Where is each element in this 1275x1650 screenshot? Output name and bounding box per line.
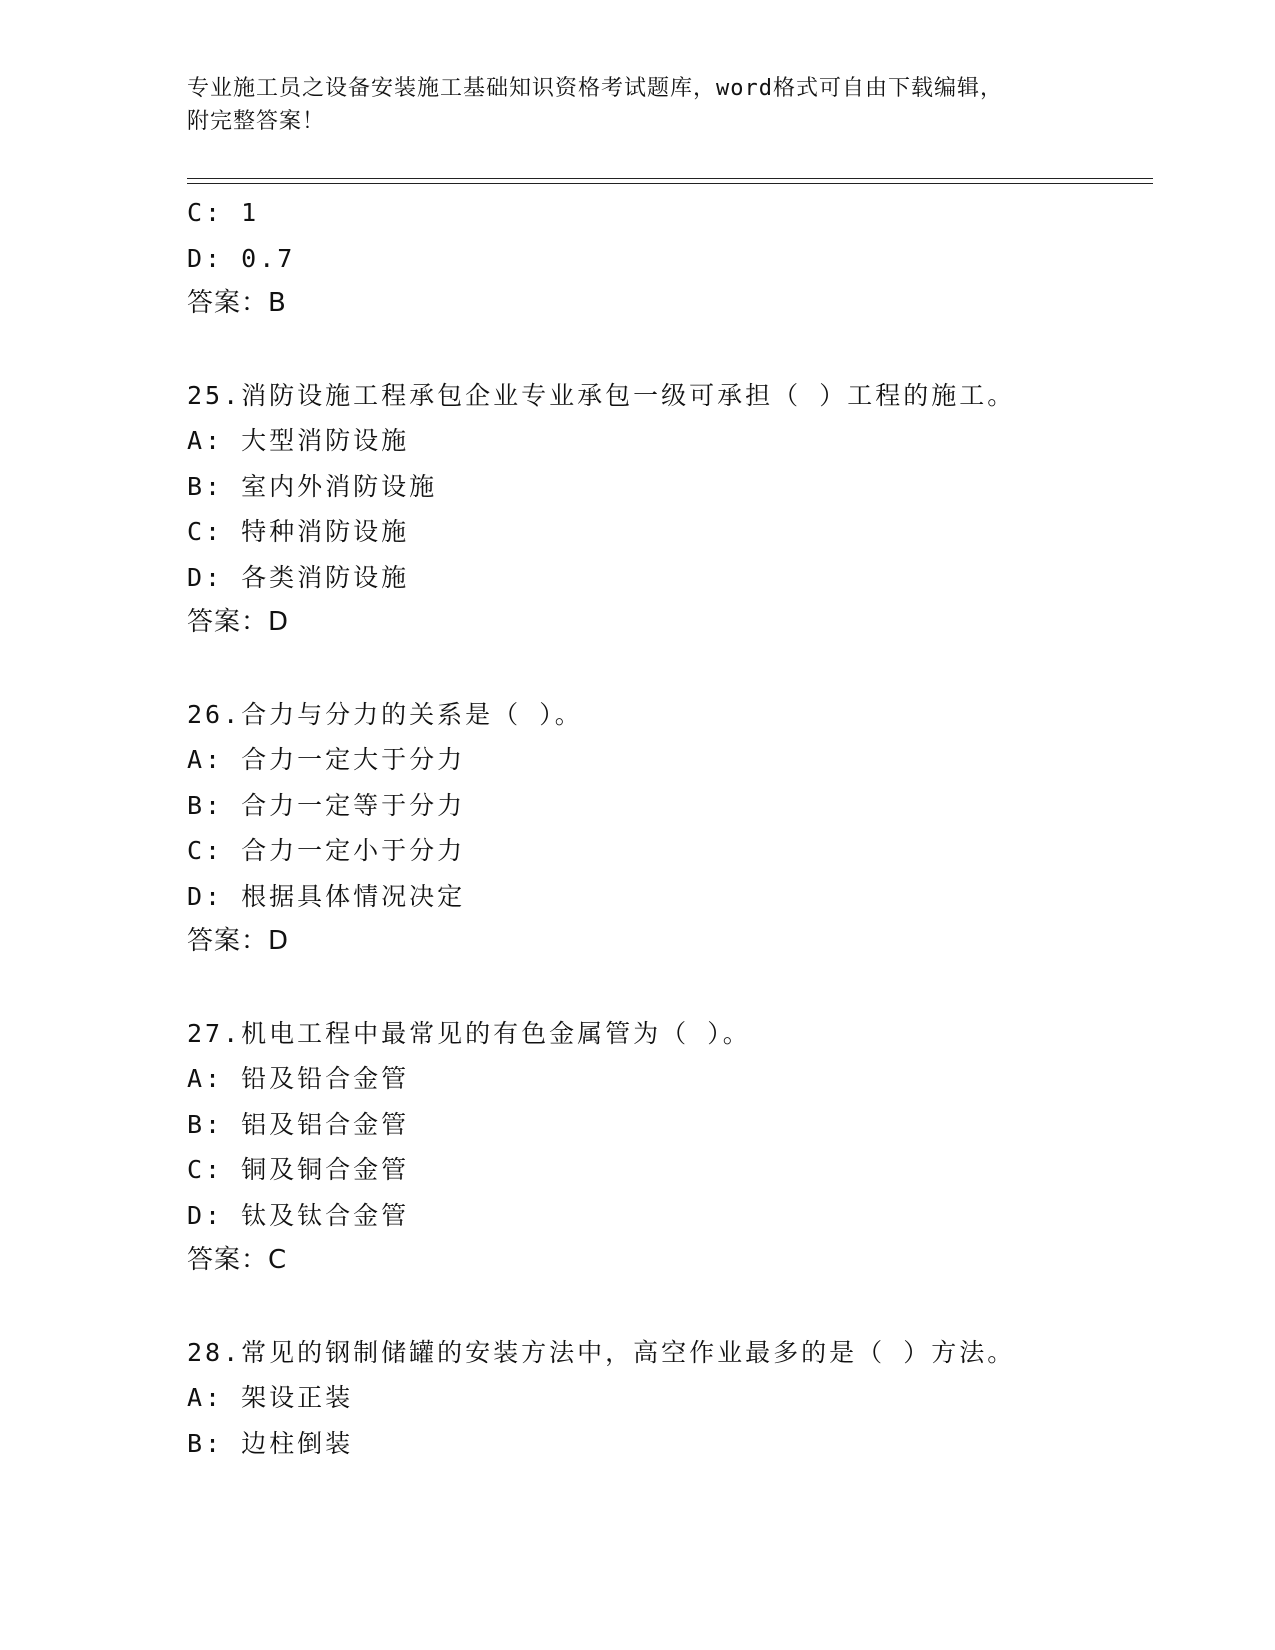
option-a: A: 铅及铅合金管	[187, 1064, 410, 1093]
spacer	[187, 965, 1137, 1011]
option-b: B: 室内外消防设施	[187, 471, 438, 501]
header-line-1: 专业施工员之设备安装施工基础知识资格考试题库，word格式可自由下载编辑，	[187, 76, 1003, 101]
document-header	[187, 72, 1087, 138]
question-27	[187, 1011, 1137, 1284]
option-d: D: 0.7	[187, 243, 296, 273]
option-c: C: 合力一定小于分力	[187, 836, 466, 865]
question-25	[187, 373, 1137, 646]
answer-line: 答案：D	[187, 607, 290, 637]
option-a: A: 合力一定大于分力	[187, 745, 466, 774]
option-d: D: 根据具体情况决定	[187, 881, 466, 911]
answer-line: 答案：C	[187, 1245, 288, 1275]
option-d: D: 各类消防设施	[187, 562, 410, 592]
option-a: A: 架设正装	[187, 1383, 354, 1412]
option-c: C: 1	[187, 198, 260, 227]
question-28	[187, 1330, 1137, 1467]
answer-line: 答案：B	[187, 288, 287, 318]
spacer	[187, 646, 1137, 692]
header-rule-bottom	[187, 183, 1153, 184]
option-d: D: 钛及钛合金管	[187, 1200, 410, 1230]
option-b: B: 合力一定等于分力	[187, 790, 466, 820]
header-rule-top	[187, 178, 1153, 179]
answer-line: 答案：D	[187, 926, 290, 956]
question-list	[187, 190, 1137, 1466]
spacer	[187, 1284, 1137, 1330]
question-stem: 26.合力与分力的关系是（ ）。	[187, 699, 583, 729]
spacer	[187, 327, 1137, 373]
question-stem: 28.常见的钢制储罐的安装方法中，高空作业最多的是（ ）方法。	[187, 1337, 1016, 1367]
option-b: B: 边柱倒装	[187, 1428, 354, 1458]
option-c: C: 铜及铜合金管	[187, 1155, 410, 1184]
header-line-2: 附完整答案！	[187, 109, 326, 134]
option-c: C: 特种消防设施	[187, 517, 410, 546]
option-b: B: 铝及铝合金管	[187, 1109, 410, 1139]
question-24-continued	[187, 190, 1137, 327]
option-a: A: 大型消防设施	[187, 426, 410, 455]
question-stem: 27.机电工程中最常见的有色金属管为（ ）。	[187, 1018, 751, 1048]
question-26	[187, 692, 1137, 965]
question-stem: 25.消防设施工程承包企业专业承包一级可承担（ ）工程的施工。	[187, 380, 1016, 410]
